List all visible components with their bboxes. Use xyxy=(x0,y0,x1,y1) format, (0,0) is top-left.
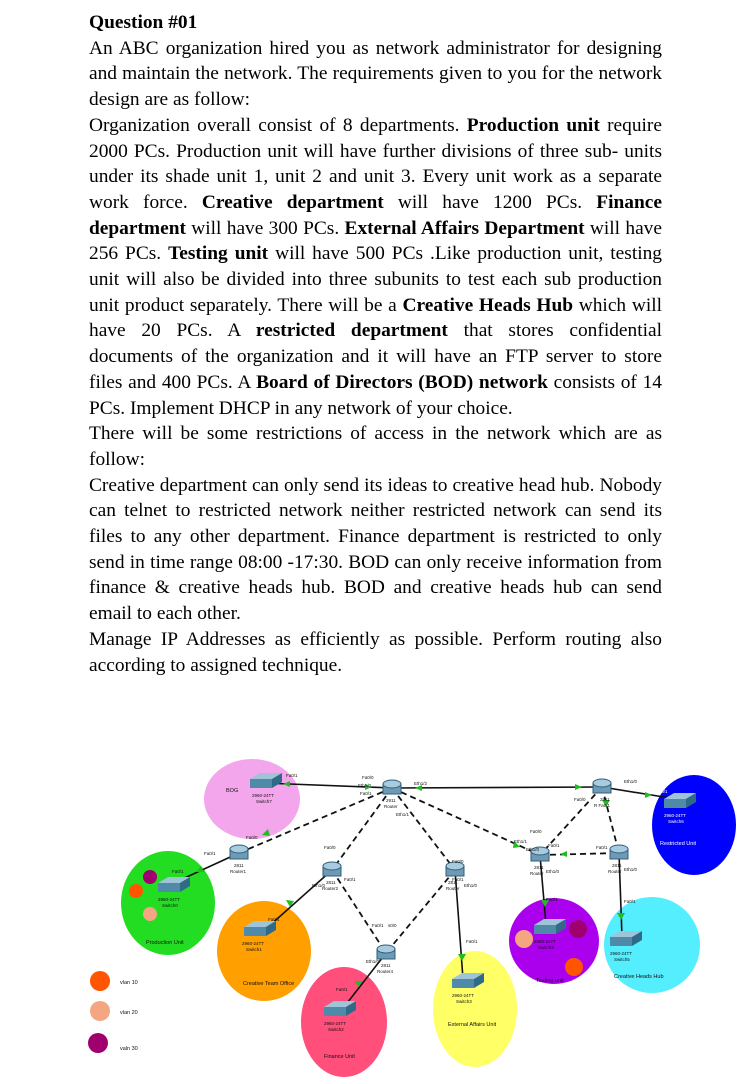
restrictions-intro: There will be some restrictions of access in the network which are as follow: xyxy=(89,423,662,470)
production-label: Production Unit xyxy=(146,940,184,946)
vlan-legend xyxy=(88,971,138,1053)
legend-swatch-vlan10 xyxy=(90,971,110,991)
port-label: Fa0/0 xyxy=(246,835,258,840)
external-affairs-label: External Affairs Unit xyxy=(448,1022,497,1028)
bod-label: BOG xyxy=(226,788,239,794)
port-label: Eth1/1 xyxy=(514,839,528,844)
external-affairs-area xyxy=(433,951,517,1067)
router-name: Router xyxy=(608,869,622,874)
router-model: 2811 xyxy=(534,865,544,870)
legend-label: valn 30 xyxy=(120,1046,138,1052)
creative-team-label: Creative Team Office xyxy=(243,981,295,987)
switch-name: Switch2 xyxy=(328,1027,344,1032)
router-name: Router4 xyxy=(377,969,394,974)
switch-model: 2960-24TT xyxy=(664,813,687,818)
link-up-indicator xyxy=(560,851,567,857)
link xyxy=(392,787,602,788)
legend-swatch-vlan20 xyxy=(90,1001,110,1021)
port-label: Fa0/1 xyxy=(596,845,608,850)
port-label: Fa0/1 xyxy=(452,877,464,882)
router-name: R Fa0/1 xyxy=(594,803,611,808)
router-icon xyxy=(610,845,628,859)
router-icon xyxy=(323,862,341,876)
network-topology-diagram xyxy=(0,755,750,1084)
switch-name: Switch0 xyxy=(162,903,178,908)
bod-area xyxy=(204,759,300,839)
vlan30-dot xyxy=(569,920,587,938)
vlan20-dot xyxy=(143,907,157,921)
serial-link xyxy=(332,870,386,953)
port-label: Fa0/1 xyxy=(624,899,636,904)
router-model: 2811 xyxy=(326,880,336,885)
switch-name: Switch4 xyxy=(538,945,554,950)
question-document xyxy=(89,10,662,678)
switch-model: 2960-24TT xyxy=(242,941,265,946)
legend-label: vlan 20 xyxy=(120,1010,138,1016)
restricted-department-term: restricted department xyxy=(255,320,448,342)
port-label: Fa0/0 xyxy=(324,845,336,850)
intro-paragraph: An ABC organization hired you as network administrator for designing and maintain the network. The requirements given to you for the network design are as follow: xyxy=(89,37,662,111)
port-label: Eth1/0 xyxy=(624,779,638,784)
creative-department-term: Creative department xyxy=(201,191,384,213)
switch-model: 2960-24TT xyxy=(158,897,181,902)
router-model: 2811 xyxy=(381,963,391,968)
port-label: Eth1/0 xyxy=(546,869,560,874)
requirements-paragraph: Organization overall consist of 8 departments. Production unit require 2000 PCs. Production unit will have further divisions of three sub- units under its shade unit 1, unit 2 and unit 3. Every unit work as a separate work force. Creative department will have 1200 PCs. Finance department will have 300 PCs. External Affairs Department will have 256 PCs. Testing unit will have 500 PCs .Like production unit, testing unit will also be divided into three subunits to test each sub production unit product separately. There will be a Creative Heads Hub which will have 20 PCs. A restricted department that stores confidential documents of the organization and it will have an FTP server to store files and 400 PCs. A Board of Directors (BOD) network consists of 14 PCs. Implement DHCP in any network of your choice. xyxy=(89,114,663,419)
router-model: 2811 xyxy=(612,863,622,868)
finance-label: Finance Unit xyxy=(324,1054,355,1060)
port-label: Fa0/0 xyxy=(362,775,374,780)
finance-department-term: Finance department xyxy=(89,191,662,239)
port-label: Eth1/0 xyxy=(624,867,638,872)
link-up-indicator xyxy=(575,784,582,790)
question-title: Question #01 xyxy=(89,12,198,33)
bod-network-term: Board of Directors (BOD) network xyxy=(256,371,548,393)
router-icon xyxy=(230,845,248,859)
port-label: Fa0/0 xyxy=(574,797,586,802)
port-label: Eth1/0 xyxy=(526,847,540,852)
vlan10-dot xyxy=(129,884,143,898)
switch-model: 2960-24TT xyxy=(324,1021,347,1026)
restricted-label: Restricted Unit xyxy=(660,841,697,847)
switch-name: Switch1 xyxy=(246,947,262,952)
router-model: 2911 xyxy=(386,798,396,803)
port-label: Fa0/1 xyxy=(204,851,216,856)
router-model: 2911 xyxy=(600,797,610,802)
vlan10-dot xyxy=(565,958,583,976)
router-icon xyxy=(593,779,611,793)
legend-swatch-vlan30 xyxy=(88,1033,108,1053)
testing-label: Testing unit xyxy=(536,978,564,984)
switch-model: 2960-24TT xyxy=(452,993,475,998)
port-label: s0/0 xyxy=(388,923,397,928)
port-label: Eth1/2 xyxy=(414,781,428,786)
closing-paragraph: Manage IP Addresses as efficiently as possible. Perform routing also according to assigned technique. xyxy=(89,628,662,676)
switch-name: Switch6 xyxy=(668,819,684,824)
switch-name: Switch3 xyxy=(456,999,472,1004)
router-model: 2811 xyxy=(448,880,458,885)
legend-label: vlan 10 xyxy=(120,980,138,986)
router-name: Router2 xyxy=(322,886,339,891)
port-label: Fa0/1 xyxy=(546,897,558,902)
router-name: Router xyxy=(384,804,398,809)
router-icon xyxy=(377,945,395,959)
serial-link xyxy=(540,853,619,855)
router-name: Router1 xyxy=(230,869,247,874)
switch-model: 2960-24TT xyxy=(252,793,275,798)
port-label: Fa0/1 xyxy=(268,917,280,922)
switch-model: 2960-24TT xyxy=(534,939,557,944)
switch-name: Switch7 xyxy=(256,799,272,804)
port-label: Fa0/1 xyxy=(656,789,668,794)
serial-link xyxy=(386,870,455,953)
port-label: Fa0/1 xyxy=(372,923,384,928)
serial-link xyxy=(392,788,455,870)
port-label: Fa0/1 xyxy=(286,773,298,778)
switch-model: 2960-24TT xyxy=(610,951,633,956)
router-icon xyxy=(446,862,464,876)
port-label: Fa0/1 xyxy=(336,987,348,992)
port-label: Fa0/1 xyxy=(548,843,560,848)
router-icon xyxy=(383,780,401,794)
router-name: Router xyxy=(530,871,544,876)
creative-heads-label: Creative Heads Hub xyxy=(614,974,664,980)
port-label: Fa0/1 xyxy=(344,877,356,882)
production-unit-term: Production unit xyxy=(466,114,600,136)
port-label: Fa0/0 xyxy=(452,859,464,864)
port-label: Fa0/0 xyxy=(530,829,542,834)
vlan20-dot xyxy=(515,930,533,948)
port-label: Fa0/1 xyxy=(466,939,478,944)
router-name: Router xyxy=(446,886,460,891)
router-model: 2811 xyxy=(234,863,244,868)
port-label: Fa0/1 xyxy=(360,791,372,796)
restrictions-paragraph: Creative department can only send its ideas to creative head hub. Nobody can telnet to restricted network neither restricted network can send its files to any other department. Finance department is restricted to only send in time range 08:00 -17:30. BOD can only receive information from finance & creative heads hub. BOD and creative heads hub can send email to each other. xyxy=(89,474,662,625)
creative-heads-hub-term: Creative Heads Hub xyxy=(402,294,574,316)
vlan30-dot xyxy=(143,870,157,884)
port-label: Eth1/0 xyxy=(358,783,372,788)
testing-unit-term: Testing unit xyxy=(168,243,269,265)
switch-name: Switch5 xyxy=(614,957,630,962)
external-affairs-term: External Affairs Department xyxy=(344,217,585,239)
link-up-indicator xyxy=(645,792,652,798)
port-label: Eth1/0 xyxy=(366,959,380,964)
port-label: Fa0/1 xyxy=(172,869,184,874)
port-label: Eth1/0 xyxy=(312,883,326,888)
port-label: Eth1/0 xyxy=(464,883,478,888)
port-label: Eth1/1 xyxy=(396,812,410,817)
